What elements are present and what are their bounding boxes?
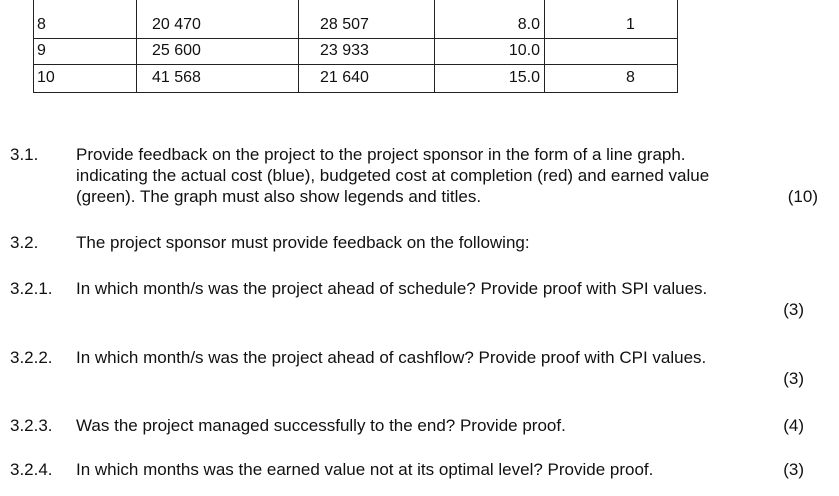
table-cell-month: 8 [37, 16, 46, 33]
question-text-line: (green). The graph must also show legends and titles. [76, 187, 482, 206]
question-marks: (3) [783, 460, 804, 479]
question-marks: (10) [787, 187, 818, 206]
question-number: 3.2.3. [10, 416, 53, 435]
table-cell: 8 [626, 69, 635, 86]
table-row-divider [33, 64, 678, 65]
question-marks: (3) [783, 300, 804, 319]
question-text-line: In which month/s was the project ahead of cashflow? Provide proof with CPI values. [76, 348, 707, 367]
table-col-divider [136, 0, 137, 93]
question-number: 3.2.1. [10, 279, 53, 298]
table-col-divider [544, 0, 545, 93]
question-text-line: indicating the actual cost (blue), budgeted cost at completion (red) and earned value [76, 166, 710, 185]
table-cell: 28 507 [320, 16, 369, 33]
table-cell: 23 933 [320, 42, 369, 59]
table-col-divider [298, 0, 299, 93]
table-cell: 21 640 [320, 69, 369, 86]
question-number: 3.2.2. [10, 348, 53, 367]
table-cell: 25 600 [152, 42, 201, 59]
table-cell: 41 568 [152, 69, 201, 86]
table-border-bottom [33, 92, 678, 93]
data-table [33, 0, 678, 93]
table-cell-month: 9 [37, 42, 46, 59]
question-text-line: In which months was the earned value not at its optimal level? Provide proof. [76, 460, 654, 479]
question-number: 3.2. [10, 233, 39, 252]
question-text-line: In which month/s was the project ahead of schedule? Provide proof with SPI values. [76, 279, 708, 298]
question-number: 3.1. [10, 145, 39, 164]
table-cell-month: 10 [37, 69, 55, 86]
question-marks: (3) [783, 369, 804, 388]
question-number: 3.2.4. [10, 460, 53, 479]
question-text-line: Provide feedback on the project to the project sponsor in the form of a line graph. [76, 145, 686, 164]
table-cell: 8.0 [517, 16, 540, 33]
table-cell: 20 470 [152, 16, 201, 33]
table-cell: 15.0 [508, 69, 540, 86]
table-border-left [33, 0, 34, 93]
question-text-line: The project sponsor must provide feedback on the following: [76, 233, 530, 252]
table-border-right [677, 0, 678, 93]
table-cell: 10.0 [508, 42, 540, 59]
question-marks: (4) [783, 416, 804, 435]
table-row-divider [33, 38, 678, 39]
question-text-line: Was the project managed successfully to the end? Provide proof. [76, 416, 566, 435]
table-cell: 1 [626, 16, 635, 33]
